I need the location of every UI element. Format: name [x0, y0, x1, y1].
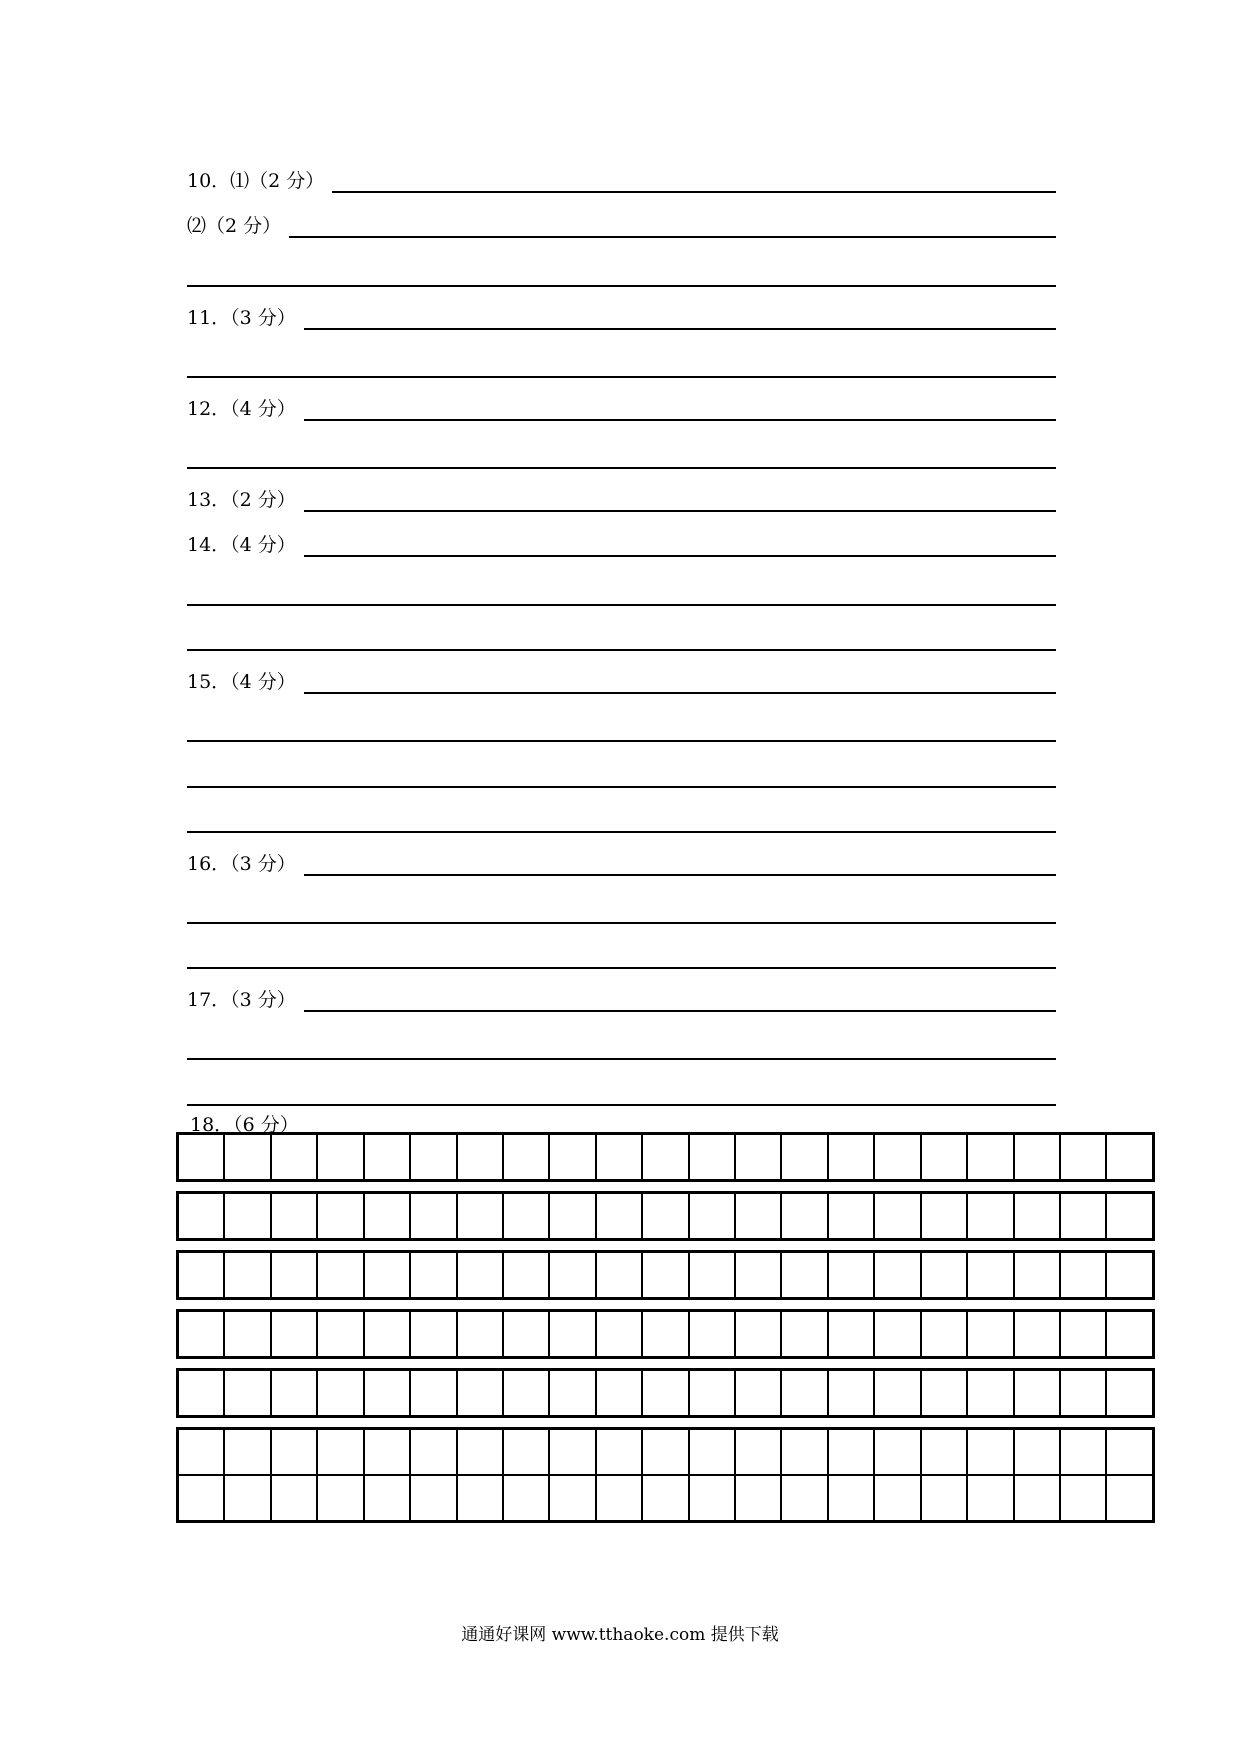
grid-cell[interactable] — [641, 1312, 687, 1356]
grid-cell[interactable] — [641, 1430, 687, 1474]
grid-cell[interactable] — [595, 1194, 641, 1238]
grid-cell[interactable] — [1105, 1430, 1151, 1474]
grid-cell[interactable] — [688, 1371, 734, 1415]
grid-cell[interactable] — [1105, 1194, 1151, 1238]
grid-cell[interactable] — [1013, 1430, 1059, 1474]
grid-cell[interactable] — [780, 1253, 826, 1297]
grid-cell[interactable] — [873, 1312, 919, 1356]
grid-cell[interactable] — [223, 1371, 269, 1415]
grid-cell[interactable] — [502, 1371, 548, 1415]
grid-cell[interactable] — [316, 1253, 362, 1297]
footer-credit: 通通好课网 www.tthaoke.com 提供下载 — [461, 1625, 779, 1645]
grid-cell[interactable] — [1105, 1476, 1151, 1520]
grid-cell[interactable] — [595, 1135, 641, 1179]
grid-cell[interactable] — [688, 1253, 734, 1297]
grid-cell[interactable] — [502, 1430, 548, 1474]
answer-line[interactable] — [187, 1058, 1056, 1060]
grid-cell[interactable] — [873, 1476, 919, 1520]
writing-grid-row — [176, 1132, 1155, 1182]
grid-cell[interactable] — [270, 1312, 316, 1356]
grid-cell[interactable] — [641, 1135, 687, 1179]
writing-grid-row — [176, 1250, 1155, 1300]
grid-cell[interactable] — [688, 1476, 734, 1520]
grid-cell[interactable] — [827, 1371, 873, 1415]
grid-cell[interactable] — [873, 1430, 919, 1474]
grid-cell[interactable] — [966, 1135, 1012, 1179]
grid-cell[interactable] — [827, 1253, 873, 1297]
answer-line[interactable] — [187, 831, 1056, 833]
grid-cell[interactable] — [780, 1194, 826, 1238]
answer-line[interactable] — [304, 692, 1056, 694]
grid-row — [179, 1135, 1152, 1179]
question-label-18: 18．（6 分） — [190, 1114, 299, 1136]
grid-cell[interactable] — [179, 1371, 223, 1415]
grid-cell[interactable] — [966, 1312, 1012, 1356]
grid-cell[interactable] — [920, 1194, 966, 1238]
grid-cell[interactable] — [641, 1371, 687, 1415]
grid-row — [179, 1312, 1152, 1356]
grid-cell[interactable] — [316, 1371, 362, 1415]
grid-cell[interactable] — [548, 1253, 594, 1297]
grid-cell[interactable] — [595, 1253, 641, 1297]
grid-cell[interactable] — [409, 1430, 455, 1474]
answer-line[interactable] — [187, 740, 1056, 742]
grid-cell[interactable] — [363, 1194, 409, 1238]
grid-cell[interactable] — [270, 1135, 316, 1179]
grid-cell[interactable] — [1105, 1371, 1151, 1415]
writing-grid-row — [176, 1368, 1155, 1418]
grid-cell[interactable] — [1059, 1253, 1105, 1297]
grid-cell[interactable] — [502, 1476, 548, 1520]
grid-cell[interactable] — [595, 1371, 641, 1415]
question-label-12: 12．（4 分） — [187, 398, 296, 420]
answer-line[interactable] — [187, 786, 1056, 788]
grid-cell[interactable] — [456, 1135, 502, 1179]
grid-cell[interactable] — [223, 1312, 269, 1356]
grid-cell[interactable] — [1013, 1135, 1059, 1179]
grid-cell[interactable] — [966, 1194, 1012, 1238]
grid-cell[interactable] — [548, 1194, 594, 1238]
question-label-14: 14．（4 分） — [187, 534, 296, 556]
answer-line[interactable] — [187, 922, 1056, 924]
grid-cell[interactable] — [780, 1371, 826, 1415]
answer-line[interactable] — [304, 419, 1056, 421]
grid-cell[interactable] — [502, 1194, 548, 1238]
grid-cell[interactable] — [920, 1253, 966, 1297]
answer-row-11 — [187, 295, 1056, 331]
grid-cell[interactable] — [179, 1312, 223, 1356]
grid-cell[interactable] — [456, 1476, 502, 1520]
grid-cell[interactable] — [734, 1253, 780, 1297]
grid-cell[interactable] — [502, 1135, 548, 1179]
grid-cell[interactable] — [1013, 1312, 1059, 1356]
grid-cell[interactable] — [688, 1312, 734, 1356]
grid-cell[interactable] — [1013, 1253, 1059, 1297]
grid-cell[interactable] — [270, 1371, 316, 1415]
grid-cell[interactable] — [502, 1253, 548, 1297]
grid-cell[interactable] — [316, 1430, 362, 1474]
question-label-11: 11．（3 分） — [187, 307, 296, 329]
writing-grid-row — [176, 1309, 1155, 1359]
grid-cell[interactable] — [316, 1194, 362, 1238]
grid-cell[interactable] — [734, 1312, 780, 1356]
answer-row-14 — [187, 522, 1056, 558]
grid-cell[interactable] — [409, 1312, 455, 1356]
answer-row-10-2 — [187, 203, 1056, 239]
answer-line[interactable] — [187, 467, 1056, 469]
grid-cell[interactable] — [873, 1371, 919, 1415]
grid-cell[interactable] — [734, 1135, 780, 1179]
grid-cell[interactable] — [1059, 1430, 1105, 1474]
grid-cell[interactable] — [780, 1135, 826, 1179]
question-label-10-1: 10．⑴（2 分） — [187, 170, 325, 192]
grid-cell[interactable] — [688, 1194, 734, 1238]
grid-cell[interactable] — [920, 1371, 966, 1415]
grid-cell[interactable] — [1105, 1312, 1151, 1356]
answer-row-12 — [187, 386, 1056, 422]
answer-line[interactable] — [304, 510, 1056, 512]
grid-cell[interactable] — [920, 1476, 966, 1520]
grid-cell[interactable] — [827, 1430, 873, 1474]
grid-cell[interactable] — [688, 1135, 734, 1179]
question-label-15: 15．（4 分） — [187, 671, 296, 693]
grid-cell[interactable] — [1059, 1135, 1105, 1179]
writing-grid-row — [176, 1191, 1155, 1241]
grid-cell[interactable] — [270, 1253, 316, 1297]
grid-cell[interactable] — [223, 1476, 269, 1520]
grid-cell[interactable] — [270, 1194, 316, 1238]
grid-cell[interactable] — [641, 1194, 687, 1238]
grid-cell[interactable] — [734, 1476, 780, 1520]
grid-cell[interactable] — [502, 1312, 548, 1356]
answer-line[interactable] — [187, 376, 1056, 378]
grid-cell[interactable] — [548, 1476, 594, 1520]
answer-line[interactable] — [304, 555, 1056, 557]
grid-cell[interactable] — [409, 1194, 455, 1238]
grid-cell[interactable] — [179, 1430, 223, 1474]
grid-row — [179, 1474, 1152, 1520]
grid-cell[interactable] — [920, 1430, 966, 1474]
grid-cell[interactable] — [179, 1253, 223, 1297]
grid-cell[interactable] — [316, 1476, 362, 1520]
answer-row-17 — [187, 977, 1056, 1013]
grid-cell[interactable] — [1105, 1253, 1151, 1297]
answer-row-10-1 — [187, 158, 1056, 194]
grid-cell[interactable] — [363, 1430, 409, 1474]
grid-cell[interactable] — [1013, 1371, 1059, 1415]
grid-cell[interactable] — [409, 1253, 455, 1297]
grid-cell[interactable] — [270, 1476, 316, 1520]
answer-line[interactable] — [332, 191, 1056, 193]
answer-row-13 — [187, 477, 1056, 513]
grid-cell[interactable] — [548, 1312, 594, 1356]
grid-row — [179, 1253, 1152, 1297]
answer-line[interactable] — [304, 874, 1056, 876]
grid-cell[interactable] — [548, 1430, 594, 1474]
grid-cell[interactable] — [363, 1371, 409, 1415]
answer-line[interactable] — [304, 1010, 1056, 1012]
grid-cell[interactable] — [595, 1476, 641, 1520]
grid-cell[interactable] — [873, 1135, 919, 1179]
grid-cell[interactable] — [270, 1430, 316, 1474]
grid-cell[interactable] — [641, 1476, 687, 1520]
answer-row-15 — [187, 659, 1056, 695]
writing-grid-double-row — [176, 1427, 1155, 1523]
grid-row — [179, 1194, 1152, 1238]
grid-cell[interactable] — [223, 1253, 269, 1297]
answer-line[interactable] — [187, 649, 1056, 651]
grid-cell[interactable] — [223, 1194, 269, 1238]
grid-cell[interactable] — [179, 1476, 223, 1520]
answer-line[interactable] — [187, 604, 1056, 606]
answer-line[interactable] — [304, 328, 1056, 330]
grid-cell[interactable] — [409, 1476, 455, 1520]
grid-cell[interactable] — [873, 1253, 919, 1297]
grid-cell[interactable] — [456, 1371, 502, 1415]
question-label-10-2: ⑵（2 分） — [187, 215, 282, 237]
grid-cell[interactable] — [688, 1430, 734, 1474]
grid-cell[interactable] — [179, 1135, 223, 1179]
grid-cell[interactable] — [456, 1430, 502, 1474]
answer-line[interactable] — [187, 1104, 1056, 1106]
grid-cell[interactable] — [827, 1476, 873, 1520]
grid-cell[interactable] — [1059, 1194, 1105, 1238]
grid-cell[interactable] — [1105, 1135, 1151, 1179]
grid-cell[interactable] — [1059, 1312, 1105, 1356]
grid-cell[interactable] — [409, 1371, 455, 1415]
grid-cell[interactable] — [780, 1430, 826, 1474]
answer-line[interactable] — [289, 236, 1056, 238]
grid-cell[interactable] — [1059, 1371, 1105, 1415]
grid-cell[interactable] — [780, 1476, 826, 1520]
answer-row-16 — [187, 841, 1056, 877]
grid-cell[interactable] — [363, 1135, 409, 1179]
grid-cell[interactable] — [734, 1371, 780, 1415]
grid-cell[interactable] — [595, 1430, 641, 1474]
grid-cell[interactable] — [920, 1135, 966, 1179]
grid-cell[interactable] — [363, 1312, 409, 1356]
grid-cell[interactable] — [1059, 1476, 1105, 1520]
grid-cell[interactable] — [827, 1194, 873, 1238]
grid-cell[interactable] — [827, 1135, 873, 1179]
question-label-17: 17．（3 分） — [187, 989, 296, 1011]
grid-cell[interactable] — [595, 1312, 641, 1356]
grid-cell[interactable] — [223, 1430, 269, 1474]
grid-cell[interactable] — [966, 1253, 1012, 1297]
grid-cell[interactable] — [920, 1312, 966, 1356]
grid-cell[interactable] — [734, 1430, 780, 1474]
grid-cell[interactable] — [456, 1253, 502, 1297]
grid-row — [179, 1430, 1152, 1474]
grid-cell[interactable] — [223, 1135, 269, 1179]
grid-cell[interactable] — [641, 1253, 687, 1297]
grid-cell[interactable] — [316, 1312, 362, 1356]
grid-row — [179, 1371, 1152, 1415]
question-label-16: 16．（3 分） — [187, 853, 296, 875]
answer-line[interactable] — [187, 967, 1056, 969]
grid-cell[interactable] — [1013, 1194, 1059, 1238]
grid-cell[interactable] — [548, 1135, 594, 1179]
grid-cell[interactable] — [409, 1135, 455, 1179]
grid-cell[interactable] — [966, 1371, 1012, 1415]
grid-cell[interactable] — [456, 1312, 502, 1356]
answer-line[interactable] — [187, 285, 1056, 287]
grid-cell[interactable] — [456, 1194, 502, 1238]
grid-cell[interactable] — [548, 1371, 594, 1415]
grid-cell[interactable] — [780, 1312, 826, 1356]
grid-cell[interactable] — [873, 1194, 919, 1238]
grid-cell[interactable] — [827, 1312, 873, 1356]
question-label-13: 13．（2 分） — [187, 489, 296, 511]
grid-cell[interactable] — [179, 1194, 223, 1238]
grid-cell[interactable] — [316, 1135, 362, 1179]
grid-cell[interactable] — [363, 1253, 409, 1297]
grid-cell[interactable] — [363, 1476, 409, 1520]
grid-cell[interactable] — [966, 1476, 1012, 1520]
grid-cell[interactable] — [966, 1430, 1012, 1474]
grid-cell[interactable] — [734, 1194, 780, 1238]
grid-cell[interactable] — [1013, 1476, 1059, 1520]
